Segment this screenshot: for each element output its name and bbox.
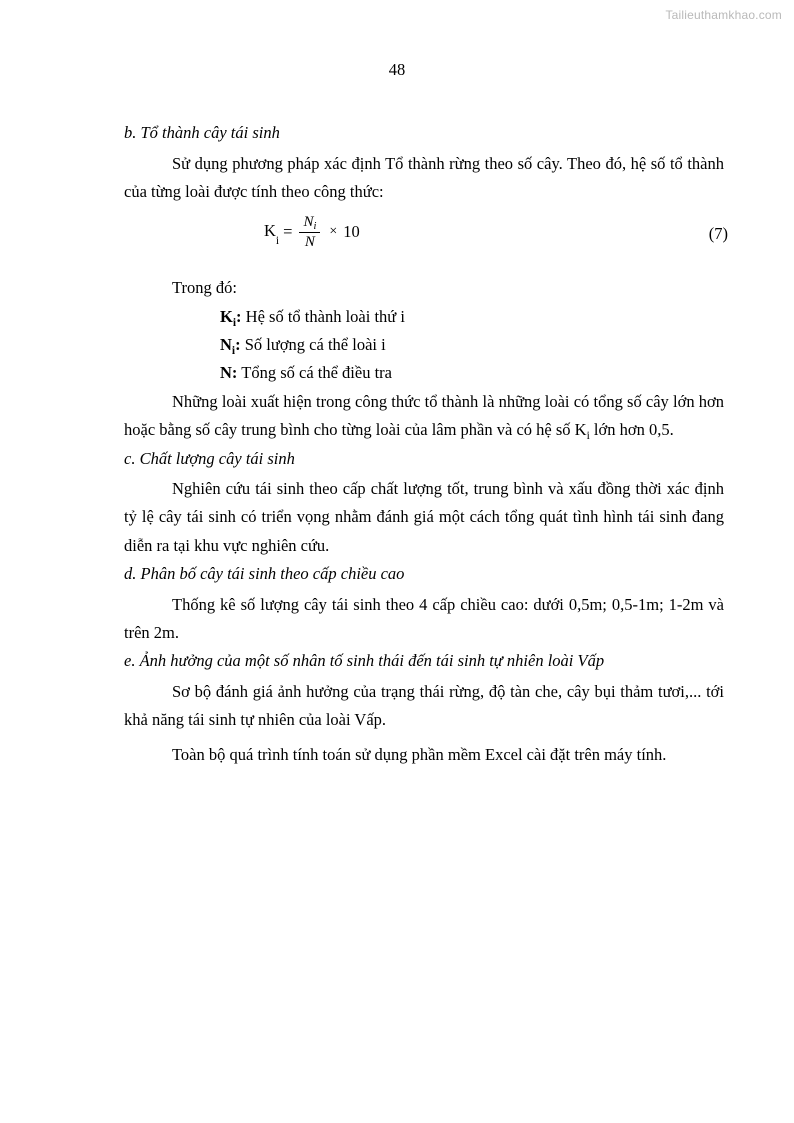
formula-row-7 xyxy=(124,212,728,270)
definition-item xyxy=(220,303,724,331)
page-number: 48 xyxy=(388,60,406,79)
section-c-paragraph: Nghiên cứu tái sinh theo cấp chất lượng tốt, trung bình và xấu đồng thời xác định tỷ lệ cây tái sinh có triển vọng nhằm đánh giá một cách tổng quát tình hình tái sinh đang diễn ra tại khu vực nghiên cứu. xyxy=(124,479,724,555)
section-e-paragraph: Sơ bộ đánh giá ảnh hưởng của trạng thái rừng, độ tàn che, cây bụi thảm tươi,... tới khả năng tái sinh tự nhiên của loài Vấp. xyxy=(124,681,724,730)
definition-symbol-sub: i xyxy=(231,345,236,357)
section-d-paragraph: Thống kê số lượng cây tái sinh theo 4 cấp chiều cao: dưới 0,5m; 0,5-1m; 1-2m và trên 2m. xyxy=(124,594,724,642)
section-heading-b: b. Tổ thành cây tái sinh xyxy=(124,123,280,142)
formula-expression xyxy=(264,214,360,250)
section-heading-d: d. Phân bố cây tái sinh theo cấp chiều cao xyxy=(124,564,405,584)
section-b-paragraph-1: Sử dụng phương pháp xác định Tổ thành rừng theo số cây. Theo đó, hệ số tổ thành của từng loài được tính theo công thức: xyxy=(124,153,724,201)
formula-fraction xyxy=(299,214,320,250)
trong-do-label: Trong đó: xyxy=(172,278,237,298)
definition-item xyxy=(220,359,724,387)
watermark-text: Tailieuthamkhao.com xyxy=(665,8,782,22)
formula-lhs: $K_i$ xyxy=(264,221,280,248)
definition-symbol: N xyxy=(220,335,232,354)
definition-text: Tổng số cá thể điều tra xyxy=(237,363,392,383)
section-b-paragraph-2-subscript: i xyxy=(586,430,590,443)
formula-factor: 10 xyxy=(343,222,360,242)
section-heading-e: e. Ảnh hưởng của một số nhân tố sinh thái đến tái sinh tự nhiên loài Vấp xyxy=(124,651,605,671)
section-b-paragraph-2-part-a: Những loài xuất hiện trong công thức tổ thành là những loài có tổng số cây lớn hơn hoặc bằng số cây trung bình cho từng loài của lâm phần và có hệ số K xyxy=(124,391,724,440)
definition-text: Hệ số tổ thành loài thứ i xyxy=(241,306,405,326)
definition-colon: : xyxy=(231,363,238,383)
section-b-paragraph-2 xyxy=(124,388,724,445)
definition-symbol-sub: i xyxy=(232,316,237,329)
definition-colon: : xyxy=(236,306,242,326)
formula-equals: = xyxy=(283,222,293,242)
definition-list xyxy=(124,303,724,388)
fraction-numerator: $N_i$ xyxy=(303,214,317,233)
definition-symbol: N xyxy=(220,363,232,383)
definition-text: Số lượng cá thể loài i xyxy=(240,335,386,354)
fraction-denominator: N xyxy=(304,233,315,250)
page-content xyxy=(124,123,728,775)
definition-item xyxy=(220,331,724,359)
formula-times-sign: × xyxy=(329,224,338,240)
formula-number: (7) xyxy=(708,224,728,244)
definition-symbol: K xyxy=(220,306,233,326)
definition-colon: : xyxy=(235,335,241,354)
closing-paragraph: Toàn bộ quá trình tính toán sử dụng phần mềm Excel cài đặt trên máy tính. xyxy=(172,744,667,764)
section-b-paragraph-2-part-b: lớn hơn 0,5. xyxy=(589,420,674,440)
section-heading-c: c. Chất lượng cây tái sinh xyxy=(124,448,295,468)
